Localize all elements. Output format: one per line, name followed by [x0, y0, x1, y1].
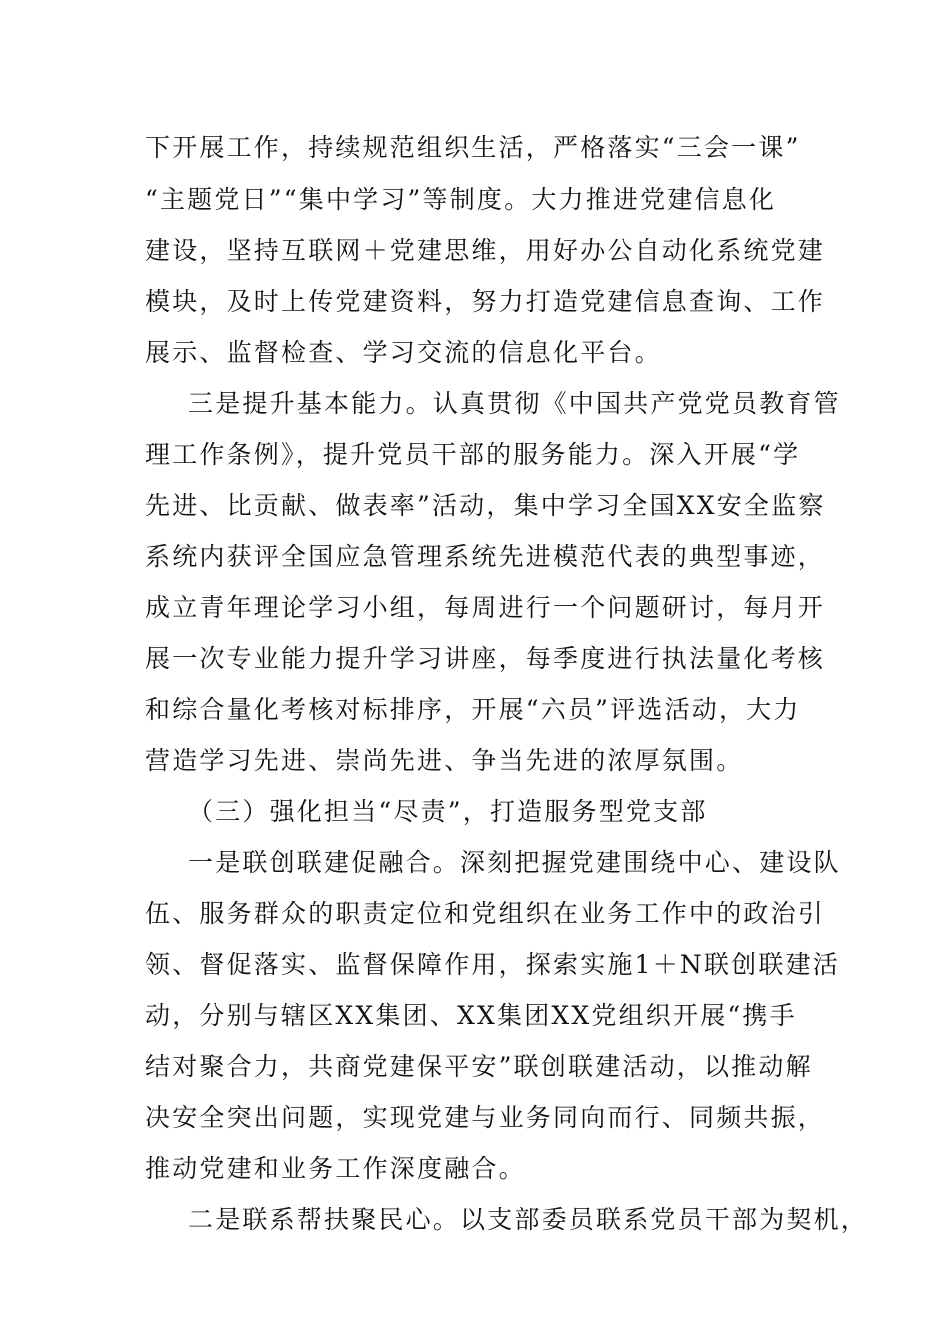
text-line: 下开展工作，持续规范组织生活，严格落实“三会一课”: [145, 133, 801, 162]
text-line: 建设，坚持互联网＋党建思维，用好办公自动化系统党建: [145, 236, 826, 265]
text-line: “主题党日”“集中学习”等制度。大力推进党建信息化: [145, 185, 777, 214]
text-line: 动，分别与辖区XX集团、XX集团XX党组织开展“携手: [145, 1001, 797, 1030]
text-line: 决安全突出问题，实现党建与业务同向而行、同频共振，: [145, 1103, 826, 1132]
text-line: 成立青年理论学习小组，每周进行一个问题研讨，每月开: [145, 593, 826, 622]
text-line: 展示、监督检查、学习交流的信息化平台。: [145, 338, 662, 367]
text-line: 营造学习先进、崇尚先进、争当先进的浓厚氛围。: [145, 746, 744, 775]
text-line: 结对聚合力，共商党建保平安”联创联建活动，以推动解: [145, 1052, 813, 1081]
paragraph-start-line: 三是提升基本能力。认真贯彻《中国共产党党员教育管: [188, 389, 841, 418]
paragraph-start-line: 一是联创联建促融合。深刻把握党建围绕中心、建设队: [188, 848, 841, 877]
text-line: 和综合量化考核对标排序，开展“六员”评选活动，大力: [145, 695, 801, 724]
text-line: 伍、服务群众的职责定位和党组织在业务工作中的政治引: [145, 899, 826, 928]
text-line: 展一次专业能力提升学习讲座，每季度进行执法量化考核: [145, 644, 826, 673]
paragraph-start-line: 二是联系帮扶聚民心。以支部委员联系党员干部为契机，: [188, 1205, 869, 1234]
text-line: 推动党建和业务工作深度融合。: [145, 1154, 526, 1183]
text-line: 理工作条例》，提升党员干部的服务能力。深入开展“学: [145, 440, 801, 469]
text-line: 模块，及时上传党建资料，努力打造党建信息查询、工作: [145, 287, 826, 316]
text-line: 先进、比贡献、做表率”活动，集中学习全国XX安全监察: [145, 491, 826, 520]
text-line: 领、督促落实、监督保障作用，探索实施1＋N联创联建活: [145, 950, 840, 979]
section-heading: （三）强化担当“尽责”，打造服务型党支部: [188, 797, 708, 826]
text-line: 系统内获评全国应急管理系统先进模范代表的典型事迹，: [145, 542, 826, 571]
